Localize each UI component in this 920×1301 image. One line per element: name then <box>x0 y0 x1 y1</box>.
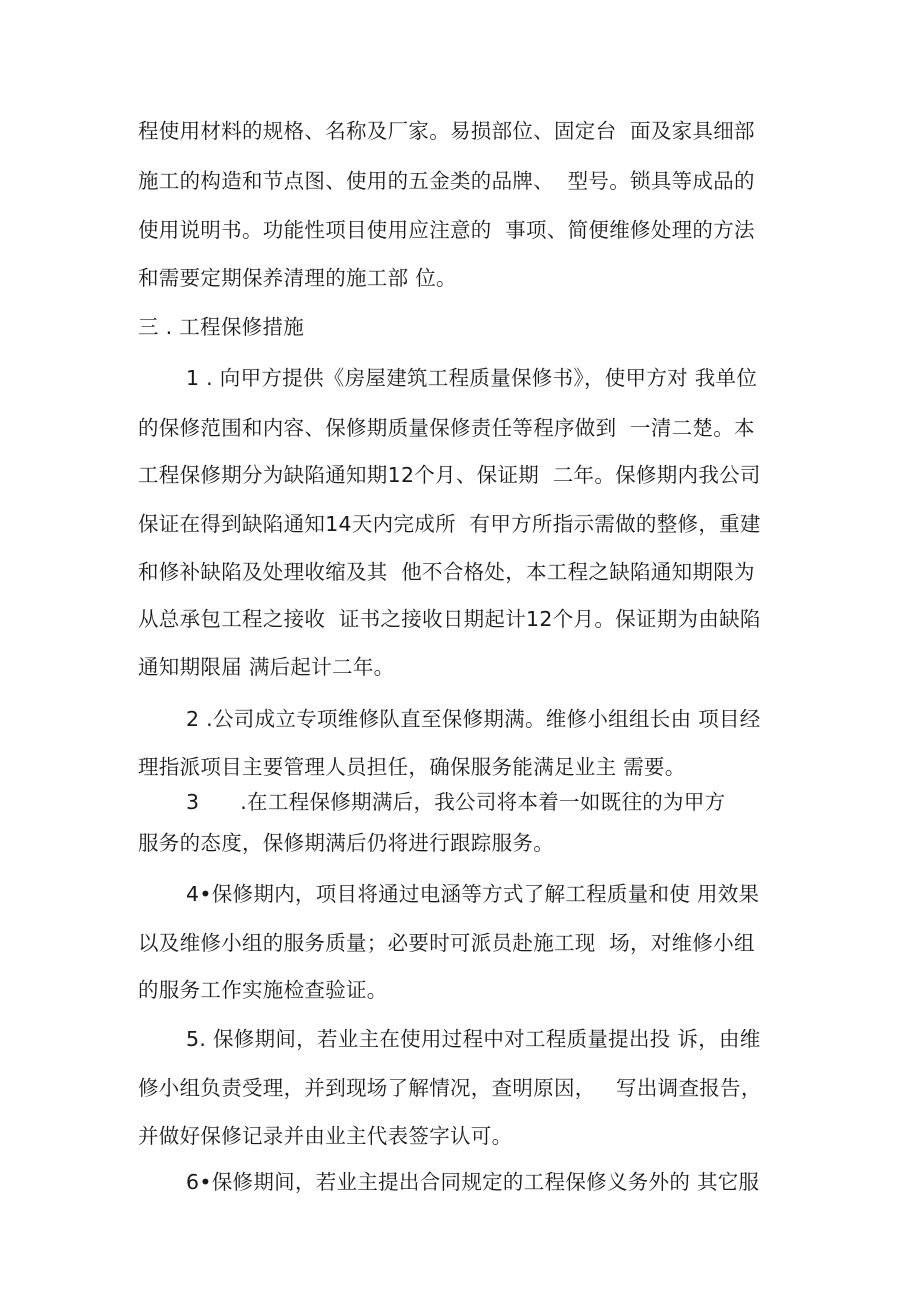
text-line: 6•保修期间，若业主提出合同规定的工程保修义务外的 其它服 <box>186 1170 760 1194</box>
text-line: 理指派项目主要管理人员担任，确保服务能满足业主 需要。 <box>138 755 686 779</box>
text-line: 修小组负责受理，并到现场了解情况，查明原因， 写出调查报告， <box>138 1076 762 1100</box>
text-line: 通知期限届 满后起计二年。 <box>138 655 395 679</box>
text-line: 的保修范围和内容、保修期质量保修责任等程序做到 一清二楚。本 <box>138 416 755 440</box>
section-heading: 三 . 工程保修措施 <box>138 315 305 339</box>
text-line: 2 .公司成立专项维修队直至保修期满。维修小组组长由 项目经 <box>186 707 761 731</box>
text-line: 3 .在工程保修期满后，我公司将本着一如既往的为甲方 <box>186 790 726 814</box>
text-line: 并做好保修记录并由业主代表签字认可。 <box>138 1124 513 1148</box>
text-line: 施工的构造和节点图、使用的五金类的品牌、 型号。锁具等成品的 <box>138 169 755 193</box>
text-line: 的服务工作实施检查验证。 <box>138 978 388 1002</box>
text-line: 以及维修小组的服务质量；必要时可派员赴施工现 场，对维修小组 <box>138 931 755 955</box>
text-line: 和需要定期保养清理的施工部 位。 <box>138 266 457 290</box>
text-line: 1 . 向甲方提供《房屋建筑工程质量保修书》，使甲方对 我单位 <box>186 366 758 390</box>
text-line: 和修补缺陷及处理收缩及其 他不合格处，本工程之缺陷通知期限为 <box>138 560 755 584</box>
text-line: 工程保修期分为缺陷通知期12个月、保证期 二年。保修期内我公司 <box>138 463 761 487</box>
text-line: 服务的态度，保修期满后仍将进行跟踪服务。 <box>138 831 554 855</box>
text-line: 从总承包工程之接收 证书之接收日期起计12个月。保证期为由缺陷 <box>138 607 761 631</box>
text-line: 使用说明书。功能性项目使用应注意的 事项、简便维修处理的方法 <box>138 218 755 242</box>
text-line: 4•保修期内，项目将通过电涵等方式了解工程质量和使 用效果 <box>186 882 760 906</box>
text-line: 程使用材料的规格、名称及厂家。易损部位、固定台 面及家具细部 <box>138 119 755 143</box>
text-line: 5. 保修期间，若业主在使用过程中对工程质量提出投 诉，由维 <box>186 1027 761 1051</box>
text-line: 保证在得到缺陷通知14天内完成所 有甲方所指示需做的整修，重建 <box>138 512 761 536</box>
